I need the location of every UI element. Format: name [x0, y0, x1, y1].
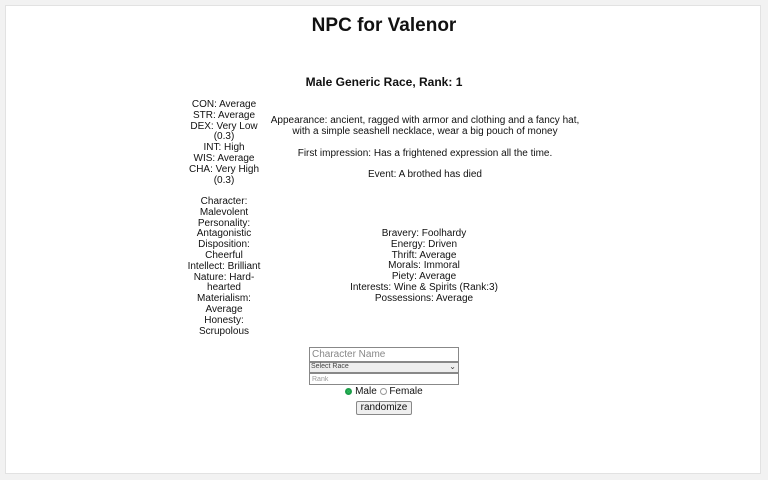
personality-list [324, 229, 524, 305]
trait-honesty: Honesty: Scrupolous [198, 314, 250, 337]
female-radio[interactable] [380, 388, 387, 395]
trait-personality: Personality: Antagonistic [196, 217, 252, 240]
appearance-text: Appearance: ancient, ragged with armor and clothing and a fancy hat, with a simple seashell necklace, wear a big pouch of money [270, 115, 580, 137]
character-name-input[interactable] [309, 347, 459, 362]
male-radio-label[interactable]: Male [355, 386, 377, 397]
trait-intellect: Intellect: Brilliant [187, 260, 261, 272]
personality-possessions: Possessions: Average [374, 292, 474, 304]
trait-disposition: Disposition: Cheerful [198, 239, 250, 261]
npc-summary: Male Generic Race, Rank: 1 [305, 75, 463, 89]
page-title: NPC for Valenor [311, 15, 457, 36]
stat-str: STR: Average [192, 109, 256, 121]
personality-piety: Piety: Average [391, 271, 457, 283]
gender-radio-group [309, 386, 459, 397]
stat-wis: WIS: Average [193, 152, 255, 164]
personality-energy: Energy: Driven [390, 238, 458, 250]
rank-input[interactable] [309, 373, 459, 385]
race-select[interactable] [309, 362, 459, 373]
stat-con: CON: Average [191, 99, 257, 110]
traits-list [184, 197, 264, 337]
personality-thrift: Thrift: Average [391, 249, 457, 261]
event-text: Event: A brothed has died [368, 169, 482, 180]
personality-morals: Morals: Immoral [388, 260, 460, 272]
generator-form [309, 347, 459, 415]
trait-materialism: Materialism: Average [197, 293, 251, 315]
stat-cha: CHA: Very High (0.3) [188, 163, 260, 186]
first-impression-text: First impression: Has a frightened expression all the time. [297, 148, 553, 159]
randomize-button[interactable]: randomize [356, 401, 413, 415]
personality-interests: Interests: Wine & Spirits (Rank:3) [350, 281, 498, 293]
chevron-down-icon: ⌄ [449, 362, 456, 371]
trait-nature: Nature: Hard-hearted [193, 271, 255, 294]
male-radio[interactable] [345, 388, 352, 395]
race-select-value: Select Race [311, 363, 349, 370]
stat-dex: DEX: Very Low (0.3) [190, 120, 258, 143]
female-radio-label[interactable]: Female [389, 386, 423, 397]
trait-character: Character: Malevolent [199, 196, 249, 218]
stats-list [184, 100, 264, 186]
personality-bravery: Bravery: Foolhardy [381, 228, 467, 239]
stat-int: INT: High [203, 142, 245, 154]
